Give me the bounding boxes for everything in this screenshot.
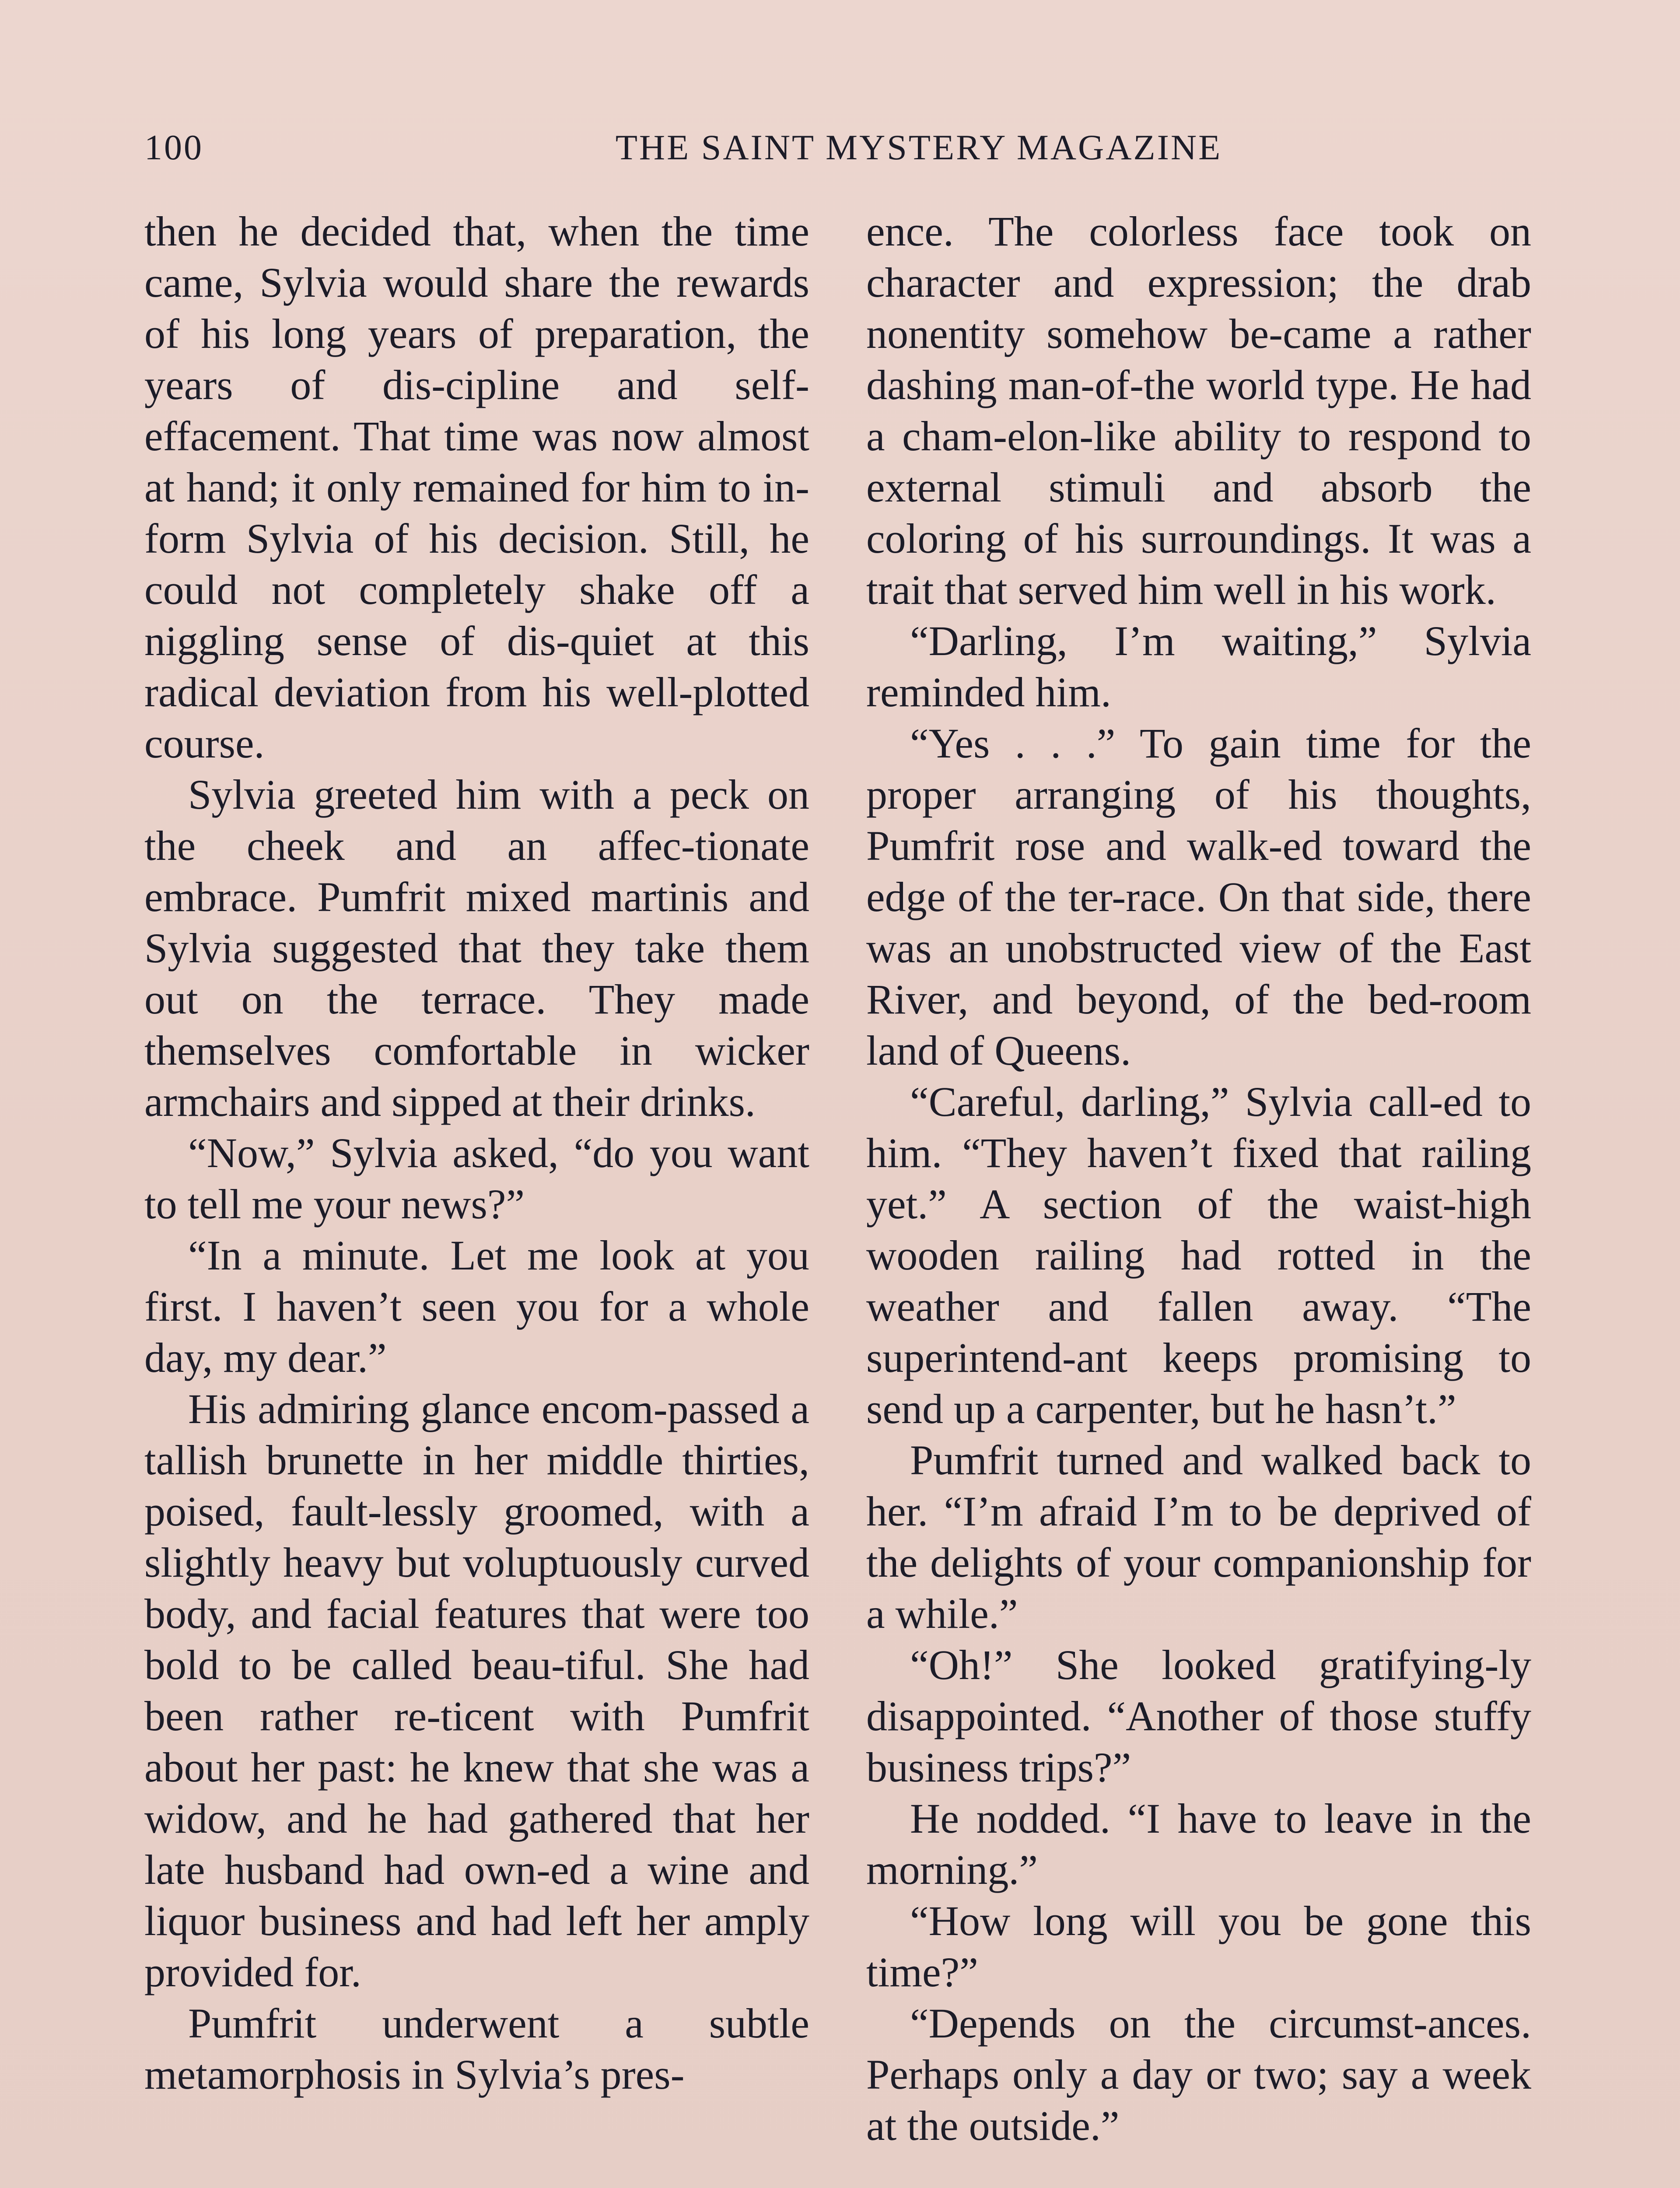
paragraph: “In a minute. Let me look at you first. I haven’t seen you for a whole day, my dear.” (144, 1232, 809, 1381)
left-column (144, 206, 809, 2100)
paragraph: then he decided that, when the time came, Sylvia would share the rewards of his long years of preparation, the years of dis-cipline and self-effacement. That time was now almost at hand; it only remained for him to in-form Sylvia of his decision. Still, he could not completely shake off a niggling sense of dis-quiet at this radical deviation from his well-plotted course. (144, 208, 809, 767)
paragraph: “Yes . . .” To gain time for the proper arranging of his thoughts, Pumfrit rose and walk-ed toward the edge of the ter-race. On that side, there was an unobstructed view of the East River, and beyond, of the bed-room land of Queens. (866, 720, 1531, 1074)
paragraph: “Darling, I’m waiting,” Sylvia reminded him. (866, 617, 1531, 715)
paragraph: “Now,” Sylvia asked, “do you want to tell me your news?” (144, 1129, 809, 1227)
paragraph: Pumfrit underwent a subtle metamorphosis in Sylvia’s pres- (144, 2000, 809, 2098)
paragraph: ence. The colorless face took on character and expression; the drab nonentity somehow be-came a rather dashing man-of-the world type. He had a cham-elon-like ability to respond to external stimuli and absorb the coloring of his surroundings. It was a trait that served him well in his work. (866, 208, 1531, 613)
page-number: 100 (144, 127, 203, 167)
paragraph: “Depends on the circumst-ances. Perhaps only a day or two; say a week at the outside.” (866, 2000, 1531, 2149)
paragraph: Pumfrit turned and walked back to her. “I’m afraid I’m to be deprived of the delights of your companionship for a while.” (866, 1437, 1531, 1637)
running-head: THE SAINT MYSTERY MAGAZINE (615, 127, 1222, 167)
paragraph: He nodded. “I have to leave in the morning.” (866, 1795, 1531, 1893)
paragraph: His admiring glance encom-passed a tallish brunette in her middle thirties, poised, fault-lessly groomed, with a slightly heavy but voluptuously curved body, and facial features that were too bold to be called beau-tiful. She had been rather re-ticent with Pumfrit about her past: he knew that she was a widow, and he had gathered that her late husband had own-ed a wine and liquor business and had left her amply provided for. (144, 1385, 809, 1995)
page-header (144, 127, 1536, 184)
right-column (866, 206, 1531, 2151)
paragraph: “Oh!” She looked gratifying-ly disappointed. “Another of those stuffy business trips?” (866, 1641, 1531, 1791)
paragraph: “Careful, darling,” Sylvia call-ed to him. “They haven’t fixed that railing yet.” A section of the waist-high wooden railing had rotted in the weather and fallen away. “The superintend-ant keeps promising to send up a carpenter, but he hasn’t.” (866, 1078, 1531, 1432)
paragraph: “How long will you be gone this time?” (866, 1897, 1531, 1995)
paragraph: Sylvia greeted him with a peck on the cheek and an affec-tionate embrace. Pumfrit mixed martinis and Sylvia suggested that they take them out on the terrace. They made themselves comfortable in wicker armchairs and sipped at their drinks. (144, 771, 809, 1125)
